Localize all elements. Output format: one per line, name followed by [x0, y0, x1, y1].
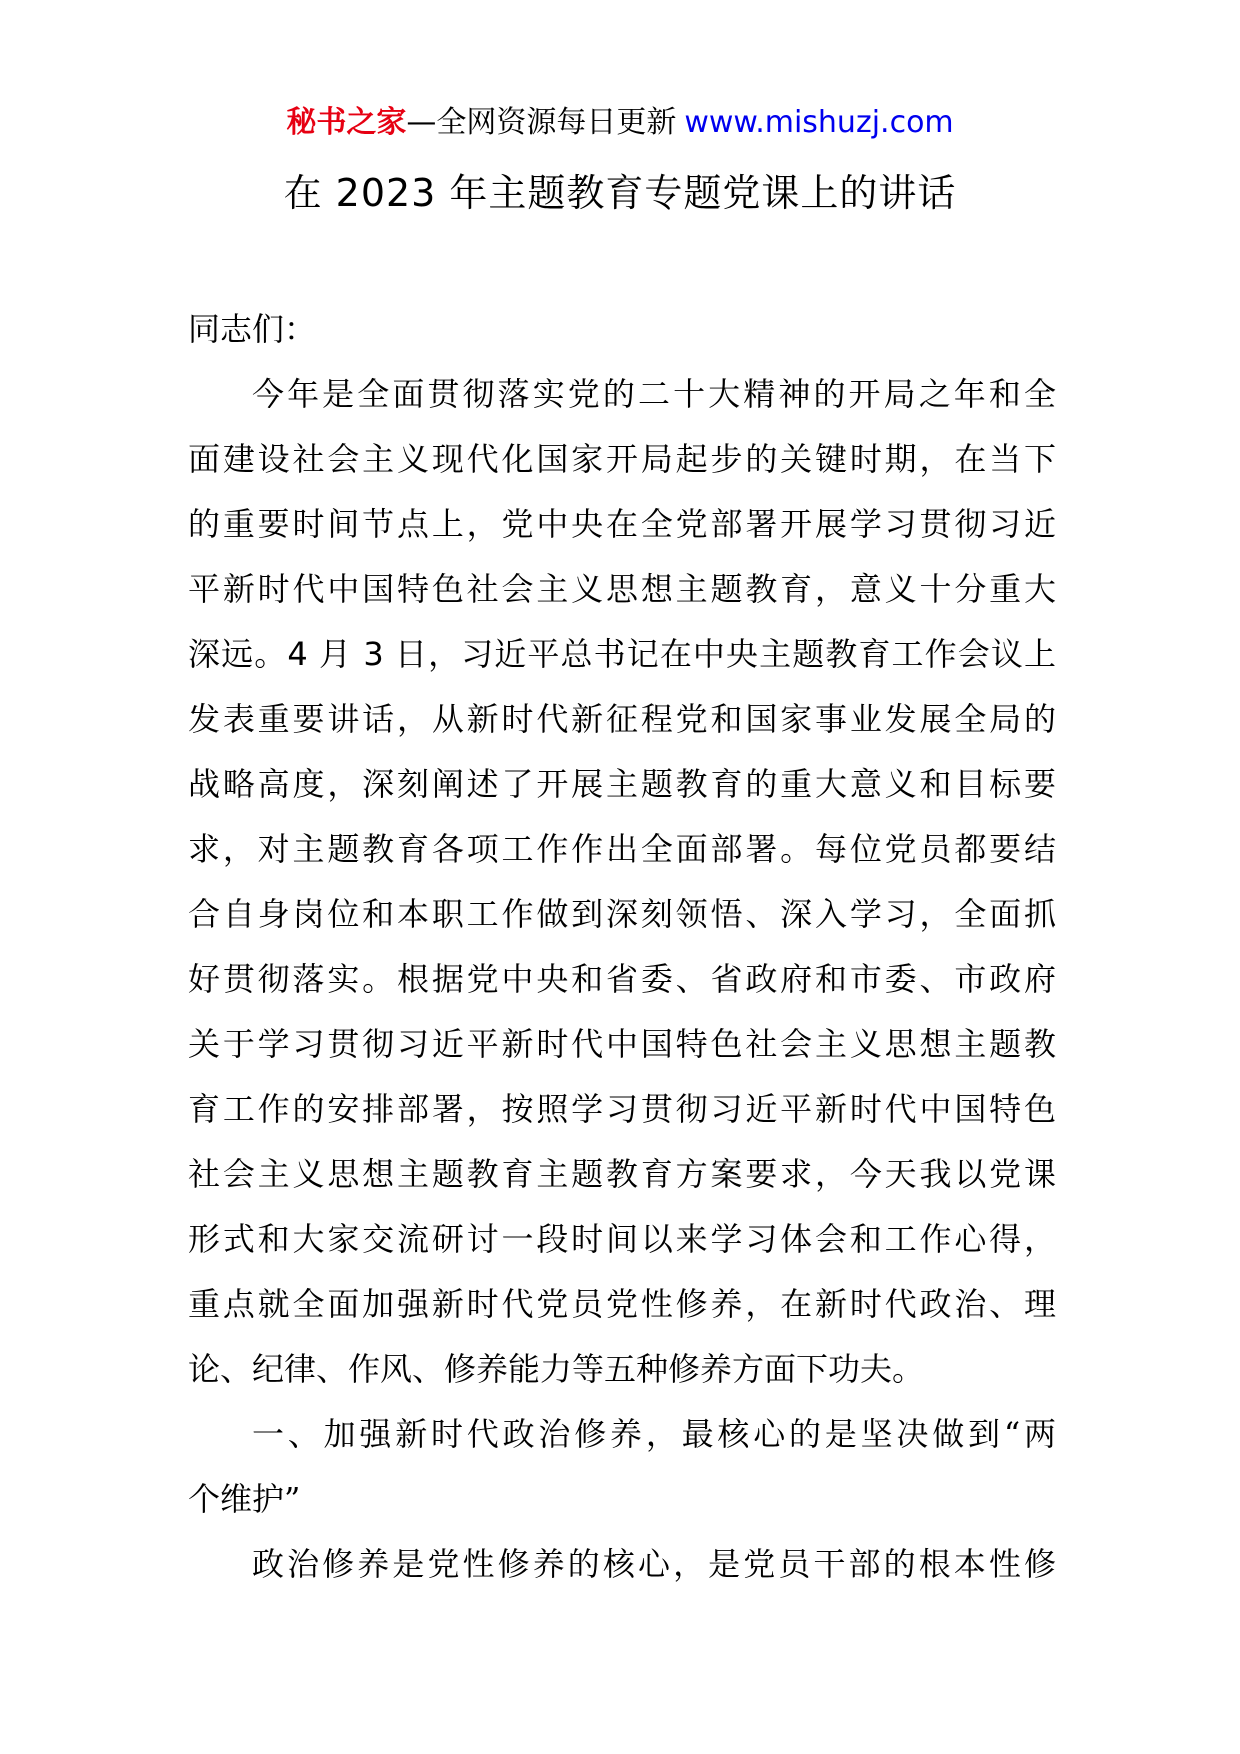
section-heading: 个维护” [188, 1480, 301, 1518]
brand-name: 秘书之家 [286, 105, 407, 140]
paragraph-line: 发表重要讲话，从新时代新征程党和国家事业发展全局的 [188, 700, 1056, 738]
paragraph-line: 政治修养是党性修养的核心，是党员干部的根本性修 [252, 1545, 1056, 1583]
paragraph-line: 的重要时间节点上，党中央在全党部署开展学习贯彻习近 [188, 505, 1056, 543]
paragraph-line: 论、纪律、作风、修养能力等五种修养方面下功夫。 [188, 1350, 925, 1388]
paragraph-line: 平新时代中国特色社会主义思想主题教育，意义十分重大 [188, 570, 1056, 608]
paragraph-line: 求，对主题教育各项工作作出全面部署。每位党员都要结 [188, 830, 1056, 868]
paragraph-line: 面建设社会主义现代化国家开局起步的关键时期，在当下 [188, 440, 1056, 478]
paragraph-line: 形式和大家交流研讨一段时间以来学习体会和工作心得， [188, 1220, 1056, 1258]
document-body [188, 297, 1056, 1597]
paragraph-line: 社会主义思想主题教育主题教育方案要求，今天我以党课 [188, 1155, 1056, 1193]
site-header [0, 100, 1240, 146]
paragraph-line: 今年是全面贯彻落实党的二十大精神的开局之年和全 [252, 375, 1056, 413]
site-tagline: —全网资源每日更新 [406, 105, 677, 140]
salutation: 同志们： [188, 310, 317, 348]
site-url-link[interactable]: www.mishuzj.com [684, 105, 954, 140]
paragraph-line: 重点就全面加强新时代党员党性修养，在新时代政治、理 [188, 1285, 1056, 1323]
paragraph-line: 深远。4 月 3 日，习近平总书记在中央主题教育工作会议上 [188, 635, 1056, 673]
paragraph-line: 战略高度，深刻阐述了开展主题教育的重大意义和目标要 [188, 765, 1056, 803]
document-title: 在 2023 年主题教育专题党课上的讲话 [283, 171, 957, 215]
paragraph-line: 好贯彻落实。根据党中央和省委、省政府和市委、市政府 [188, 960, 1056, 998]
paragraph-line: 关于学习贯彻习近平新时代中国特色社会主义思想主题教 [188, 1025, 1056, 1063]
paragraph-line: 合自身岗位和本职工作做到深刻领悟、深入学习，全面抓 [188, 895, 1056, 933]
section-heading: 一、加强新时代政治修养，最核心的是坚决做到“两 [252, 1415, 1056, 1453]
paragraph-line: 育工作的安排部署，按照学习贯彻习近平新时代中国特色 [188, 1090, 1056, 1128]
